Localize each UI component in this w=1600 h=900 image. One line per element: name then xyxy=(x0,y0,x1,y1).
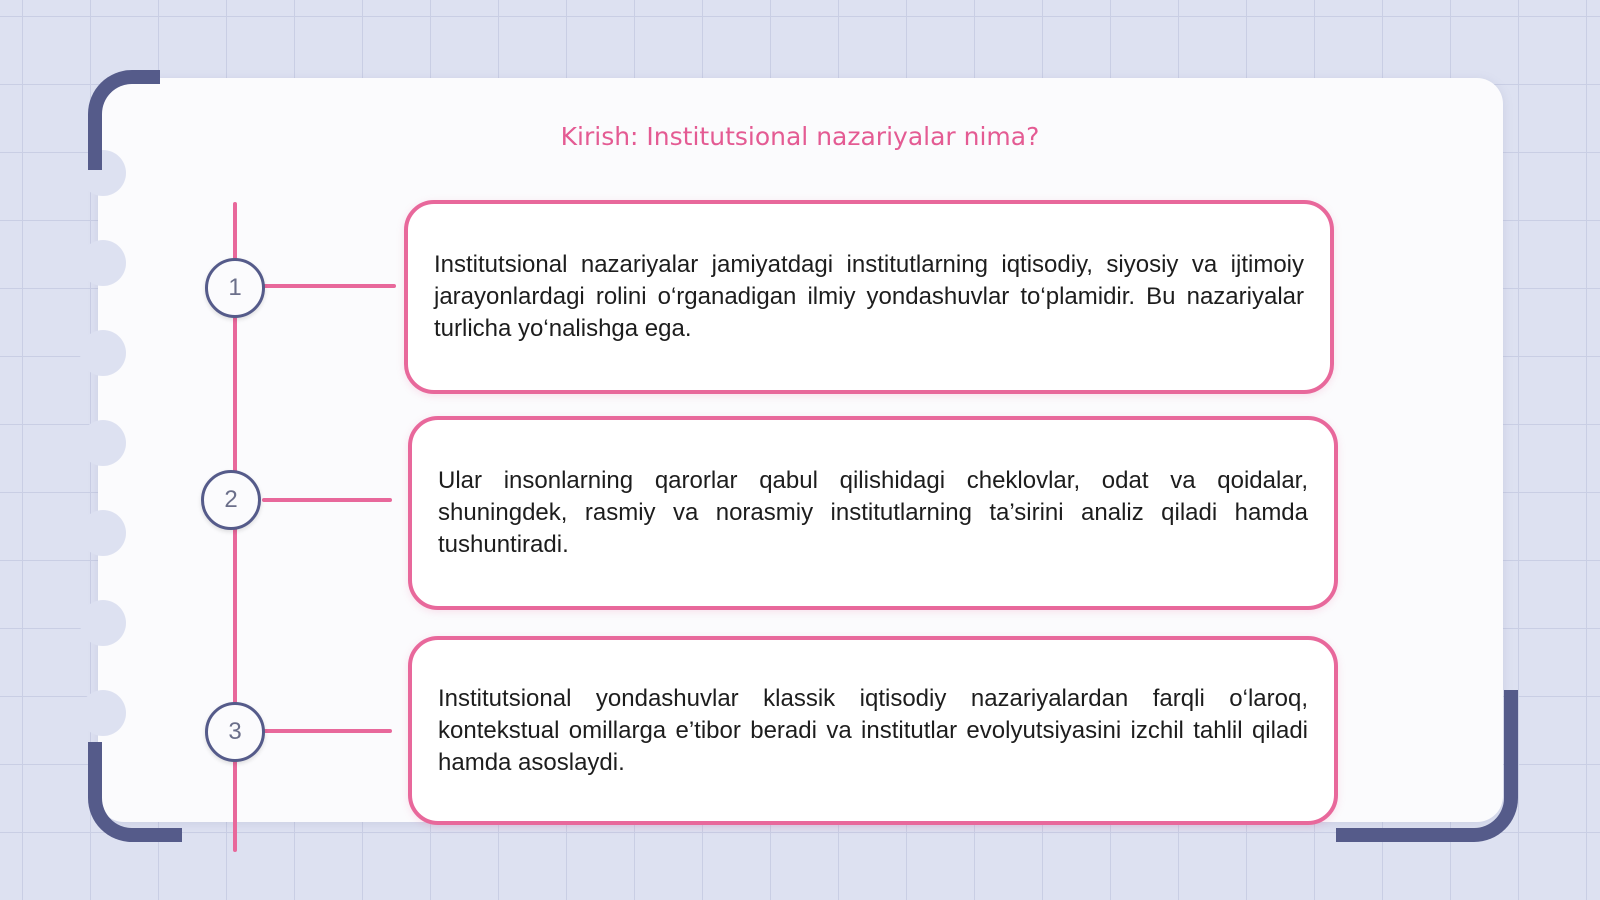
step-number-badge: 3 xyxy=(205,702,265,762)
page-scallop xyxy=(80,600,126,646)
timeline-connector xyxy=(262,729,392,733)
timeline-connector xyxy=(262,498,392,502)
item-text: Institutsional yondashuvlar klassik iqtisodiy nazariyalardan farqli o‘laroq, kontekstual omillarga e’tibor beradi va institutlar evolyutsiyasini izchil tahlil qiladi hamda asoslaydi. xyxy=(438,684,1308,776)
page-scallop xyxy=(80,420,126,466)
item-text: Ular insonlarning qarorlar qabul qilishidagi cheklovlar, odat va qoidalar, shuningdek, rasmiy va norasmiy institutlarning ta’sirini analiz qiladi hamda tushuntiradi. xyxy=(438,467,1308,558)
page-scallop xyxy=(80,330,126,376)
step-number-badge: 1 xyxy=(205,258,265,318)
step-number-badge: 2 xyxy=(201,470,261,530)
slide-title: Kirish: Institutsional nazariyalar nima? xyxy=(560,122,1040,151)
page-scallop xyxy=(80,240,126,286)
item-text: Institutsional nazariyalar jamiyatdagi institutlarning iqtisodiy, siyosiy va ijtimoiy jarayonlardagi rolini o‘rganadigan ilmiy yondashuvlar to‘plamidir. Bu nazariyalar turlicha yo‘nalishga ega. xyxy=(434,251,1304,342)
content-box xyxy=(408,636,1338,825)
content-box xyxy=(408,416,1338,610)
page-scallop xyxy=(80,510,126,556)
frame-corner-top-left xyxy=(88,70,160,170)
frame-corner-bottom-right xyxy=(1336,690,1518,842)
content-box xyxy=(404,200,1334,394)
page-scallop xyxy=(80,690,126,736)
frame-corner-bottom-left xyxy=(88,742,182,842)
timeline-connector xyxy=(262,284,396,288)
